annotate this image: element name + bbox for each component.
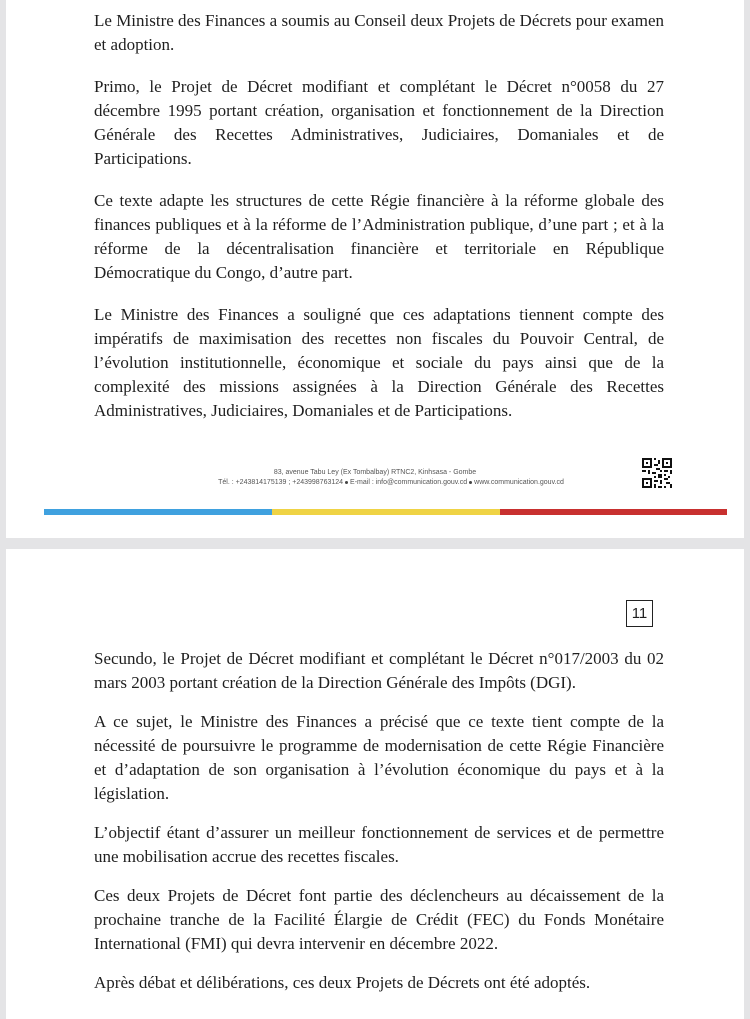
- paragraph: Le Ministre des Finances a souligné que ces adaptations tiennent compte des impératifs de maximisation des recettes non fiscales du Pouvoir Central, de l’évolution institutionnelle, économique et sociale du pays ainsi que de la complexité des missions assignées à la Direction Générale des Recettes Administratives, Judiciaires, Domaniales et de Participations.: [94, 305, 664, 420]
- footer-contact-line: [6, 478, 750, 487]
- paragraph: Ces deux Projets de Décret font partie des déclencheurs au décaissement de la prochaine tranche de la Facilité Élargie de Crédit (FEC) du Fonds Monétaire International (FMI) qui devra intervenir en décembre 2022.: [94, 886, 664, 953]
- footer-address: 83, avenue Tabu Ley (Ex Tombalbay) RTNC2, Kinhsasa - Gombe: [273, 469, 477, 476]
- page-2-body: [94, 647, 664, 1010]
- paragraph: Primo, le Projet de Décret modifiant et complétant le Décret n°0058 du 27 décembre 1995 portant création, organisation et fonctionnement de la Direction Générale des Recettes Administratives, Judiciaires, Domaniales et de Participations.: [94, 77, 664, 168]
- paragraph: Après débat et délibérations, ces deux Projets de Décrets ont été adoptés.: [94, 973, 591, 992]
- page-number: 11: [626, 600, 653, 627]
- paragraph: Ce texte adapte les structures de cette Régie financière à la réforme globale des finances publiques et à la réforme de l’Administration publique, d’une part ; et à la réforme de la décentralisation financière et territoriale en République Démocratique du Congo, d’autre part.: [94, 191, 664, 282]
- document-page-1: [6, 0, 744, 538]
- paragraph: Le Ministre des Finances a soumis au Conseil deux Projets de Décrets pour examen et adoption.: [94, 11, 664, 54]
- page-1-body: [94, 9, 664, 441]
- bullet-separator: [469, 481, 472, 484]
- footer-email: E-mail : info@communication.gouv.cd: [350, 479, 468, 486]
- paragraph: A ce sujet, le Ministre des Finances a précisé que ce texte tient compte de la nécessité de poursuivre le programme de modernisation de cette Régie Financière et d’adaptation de son organisation à l’évolution économique du pays et à la législation.: [94, 712, 664, 803]
- bullet-separator: [345, 481, 348, 484]
- document-page-2: [6, 549, 744, 1019]
- flag-stripe-yellow: [272, 509, 500, 515]
- flag-stripe-blue: [44, 509, 272, 515]
- qr-code-icon: [642, 458, 672, 488]
- footer-phone: Tél. : +243814175139 ; +243998763124: [218, 479, 344, 486]
- flag-stripe-red: [500, 509, 727, 515]
- footer-website: www.communication.gouv.cd: [474, 479, 564, 486]
- paragraph: L’objectif étant d’assurer un meilleur fonctionnement de services et de permettre une mobilisation accrue des recettes fiscales.: [94, 823, 664, 866]
- paragraph: Secundo, le Projet de Décret modifiant et complétant le Décret n°017/2003 du 02 mars 2003 portant création de la Direction Générale des Impôts (DGI).: [94, 649, 664, 692]
